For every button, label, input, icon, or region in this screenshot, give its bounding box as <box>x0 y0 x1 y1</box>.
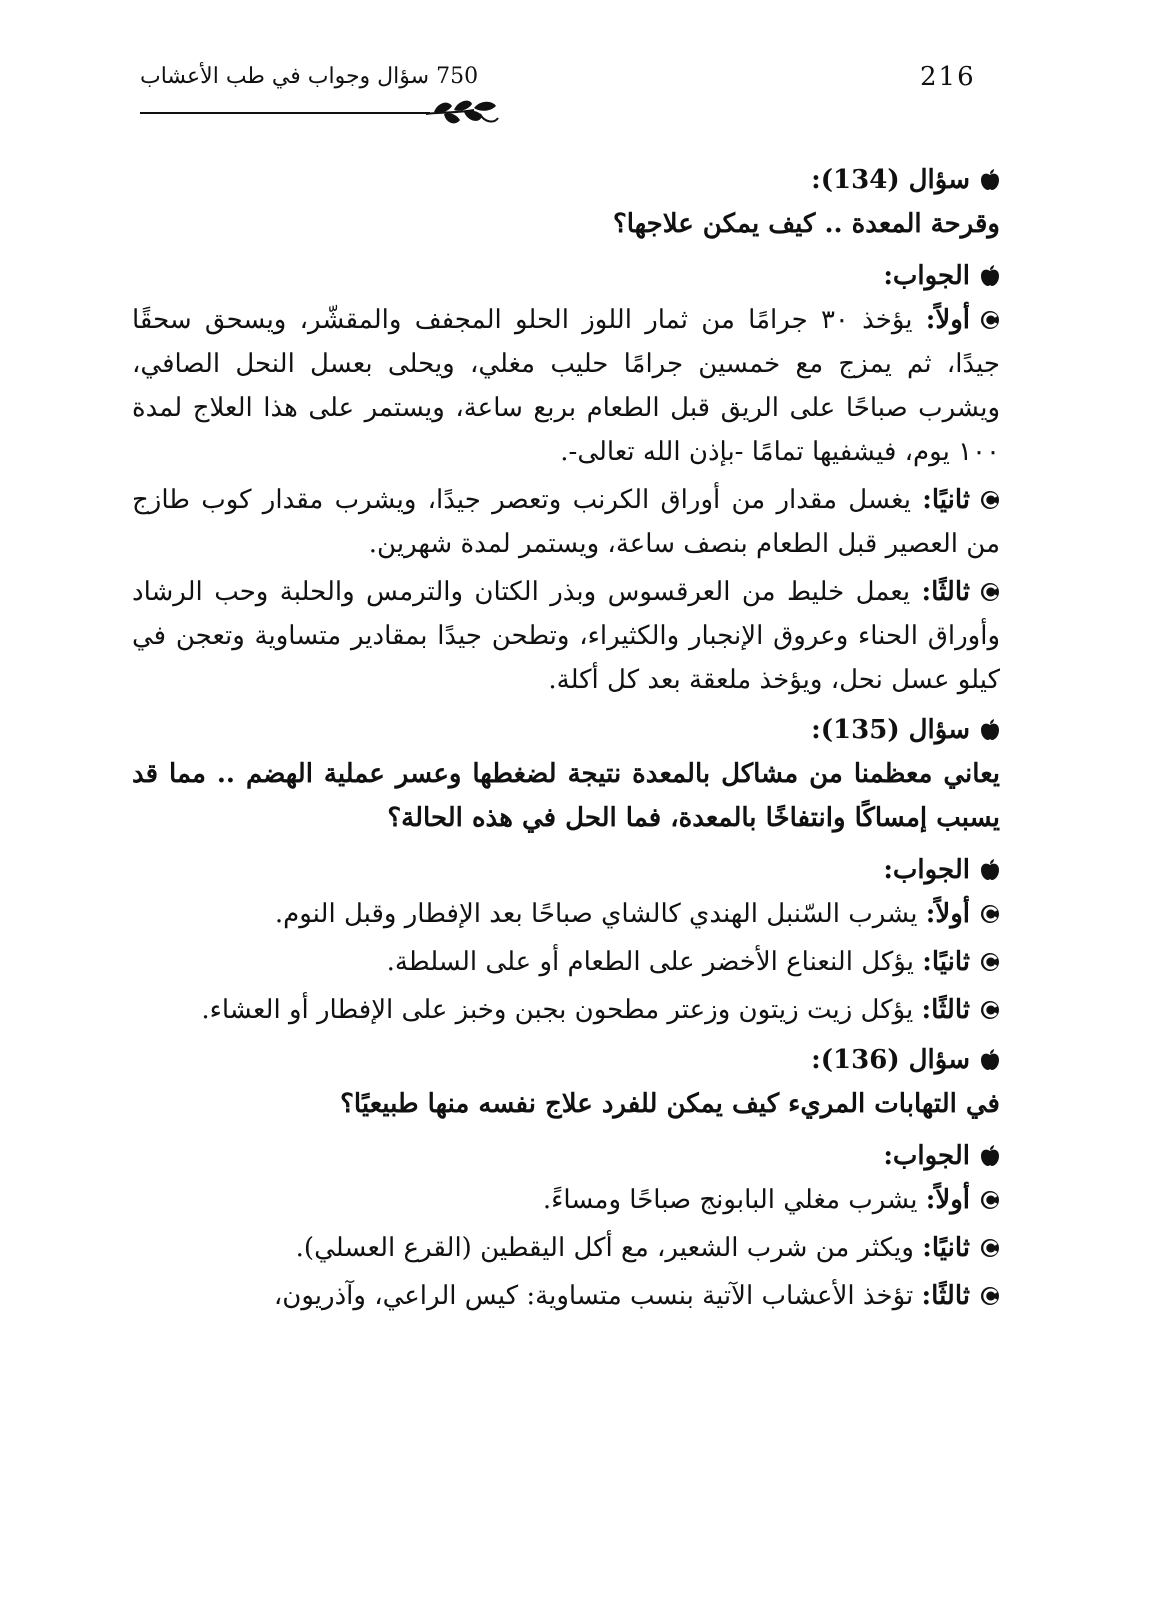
apple-icon <box>980 1049 1000 1071</box>
bullet-icon <box>980 1238 1000 1258</box>
question-marker <box>132 158 1000 202</box>
answer-label: الجواب: <box>883 1141 970 1171</box>
question-number: سؤال (134): <box>811 165 970 195</box>
step-label: ثالثًا: <box>921 995 970 1025</box>
answer-step <box>132 1178 1000 1222</box>
apple-icon <box>980 169 1000 191</box>
step-text: يؤخذ ٣٠ جرامًا من ثمار اللوز الحلو المجفف والمقشّر، ويسحق سحقًا جيدًا، ثم يمزج مع خمسين جرامًا حليب مغلي، ويحلى بعسل النحل الصافي، ويشرب صباحًا على الريق قبل الطعام بربع ساعة، ويستمر على هذا العلاج لمدة ١٠٠ يوم، فيشفيها تمامًا -بإذن الله تعالى-. <box>132 305 1000 467</box>
question-text: وقرحة المعدة .. كيف يمكن علاجها؟ <box>612 209 1000 239</box>
step-text: يؤكل النعناع الأخضر على الطعام أو على السلطة. <box>386 947 914 977</box>
answer-marker <box>132 848 1000 892</box>
answer-step <box>132 298 1000 474</box>
answer-step <box>132 1226 1000 1270</box>
apple-icon <box>980 265 1000 287</box>
answer-step <box>132 892 1000 936</box>
answer-label: الجواب: <box>883 855 970 885</box>
leaf-ornament-icon <box>424 96 500 130</box>
step-text: تؤخذ الأعشاب الآتية بنسب متساوية: كيس الراعي، وآذريون، <box>273 1281 914 1311</box>
running-title: 750 سؤال وجواب في طب الأعشاب <box>140 64 479 89</box>
header-rule <box>140 112 430 114</box>
step-text: يغسل مقدار من أوراق الكرنب وتعصر جيدًا، ويشرب مقدار كوب طازج من العصير قبل الطعام بنصف ساعة، ويستمر لمدة شهرين. <box>132 485 1000 559</box>
step-label: أولاً: <box>925 305 971 335</box>
question-marker <box>132 708 1000 752</box>
bullet-icon <box>980 904 1000 924</box>
page-header <box>140 56 1000 126</box>
answer-step <box>132 570 1000 702</box>
step-label: ثانيًا: <box>922 1233 970 1263</box>
bullet-icon <box>980 1190 1000 1210</box>
bullet-icon <box>980 952 1000 972</box>
apple-icon <box>980 719 1000 741</box>
bullet-icon <box>980 310 1000 330</box>
apple-icon <box>980 859 1000 881</box>
answer-label: الجواب: <box>883 261 970 291</box>
answer-step <box>132 1274 1000 1318</box>
question-text: يعاني معظمنا من مشاكل بالمعدة نتيجة لضغطها وعسر عملية الهضم .. مما قد يسبب إمساكًا وانتفاخًا بالمعدة، فما الحل في هذه الحالة؟ <box>132 759 1000 833</box>
step-label: أولاً: <box>925 1185 970 1215</box>
page-body <box>132 158 1000 1324</box>
answer-marker <box>132 254 1000 298</box>
bullet-icon <box>980 490 1000 510</box>
step-label: أولاً: <box>925 899 970 929</box>
step-text: يعمل خليط من العرقسوس وبذر الكتان والترمس والحلبة وحب الرشاد وأوراق الحناء وعروق الإنجبار والكثيراء، وتطحن جيدًا بمقادير متساوية وتعجن في كيلو عسل نحل، ويؤخذ ملعقة بعد كل أكلة. <box>132 577 1000 695</box>
answer-step <box>132 478 1000 566</box>
step-label: ثالثًا: <box>921 1281 970 1311</box>
question-block-136 <box>132 1038 1000 1318</box>
bullet-icon <box>980 1000 1000 1020</box>
step-text: يؤكل زيت زيتون وزعتر مطحون بجبن وخبز على الإفطار أو العشاء. <box>201 995 914 1025</box>
step-text: يشرب السّنبل الهندي كالشاي صباحًا بعد الإفطار وقبل النوم. <box>274 899 918 929</box>
question-number: سؤال (136): <box>811 1045 970 1075</box>
bullet-icon <box>980 1286 1000 1306</box>
step-label: ثالثًا: <box>921 577 970 607</box>
answer-marker <box>132 1134 1000 1178</box>
question-block-134 <box>132 158 1000 702</box>
question-marker <box>132 1038 1000 1082</box>
page-number: 216 <box>920 62 976 92</box>
answer-step <box>132 988 1000 1032</box>
answer-step <box>132 940 1000 984</box>
apple-icon <box>980 1145 1000 1167</box>
step-text: يشرب مغلي البابونج صباحًا ومساءً. <box>542 1185 918 1215</box>
bullet-icon <box>980 582 1000 602</box>
step-text: ويكثر من شرب الشعير، مع أكل اليقطين (القرع العسلي). <box>295 1233 914 1263</box>
question-text: في التهابات المريء كيف يمكن للفرد علاج نفسه منها طبيعيًا؟ <box>340 1089 1000 1119</box>
step-label: ثانيًا: <box>922 947 970 977</box>
step-label: ثانيًا: <box>922 485 970 515</box>
question-block-135 <box>132 708 1000 1032</box>
question-number: سؤال (135): <box>811 715 970 745</box>
